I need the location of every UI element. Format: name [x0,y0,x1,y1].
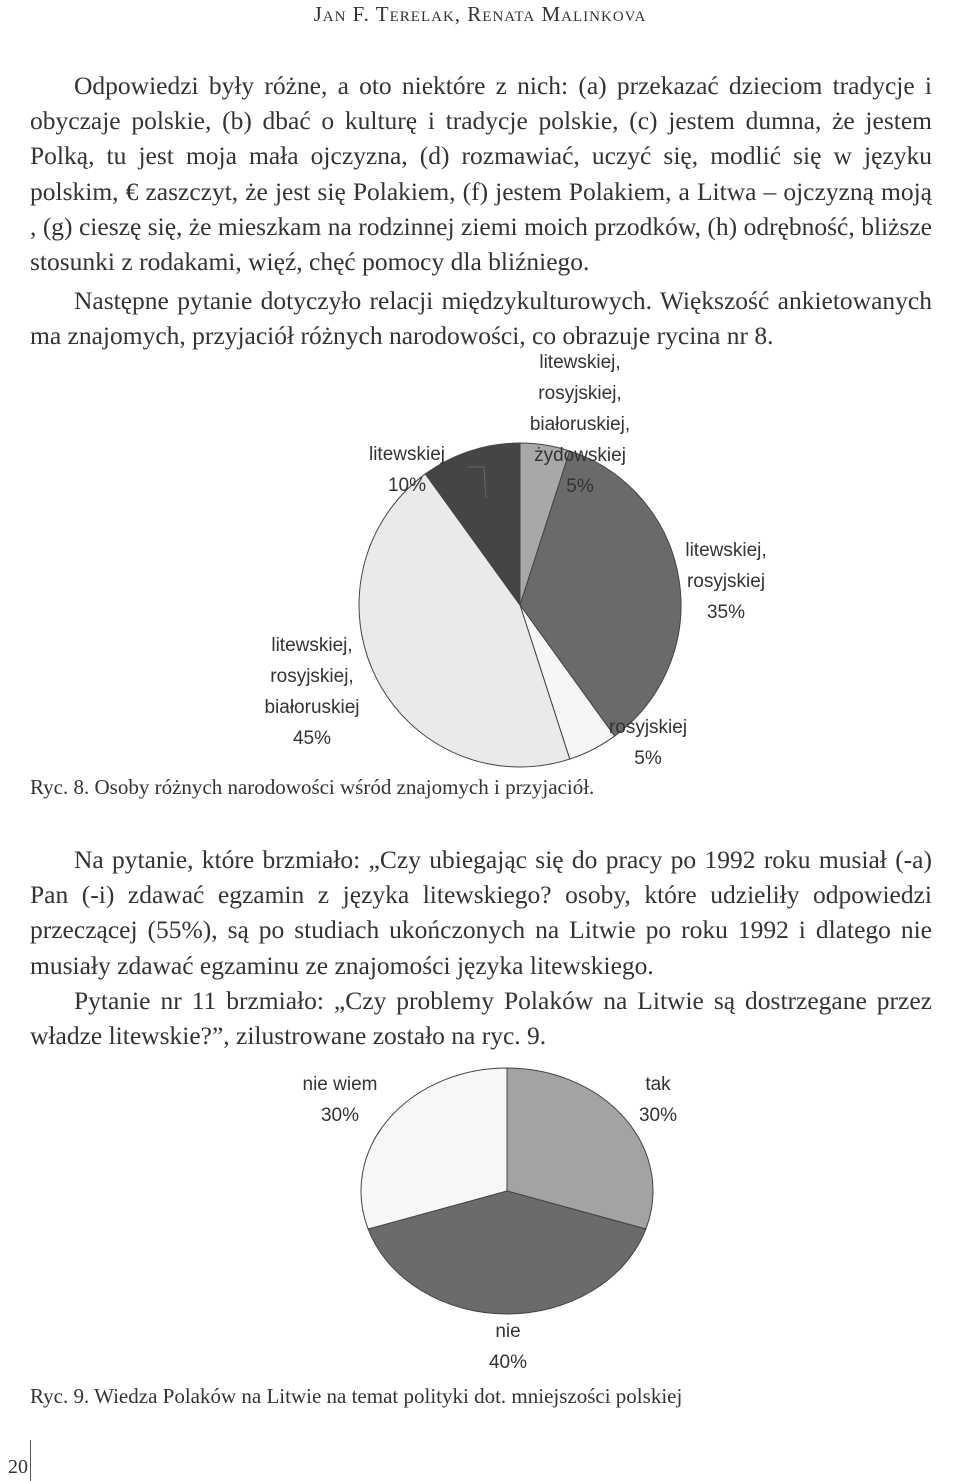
fig8-label-3: litewskiej, rosyjskiej, białoruskiej 45% [264,635,360,749]
fig9-label-0: tak 30% [638,1074,678,1126]
fig8-label-4: litewskiej 10% [368,444,446,496]
fig8-label-1: litewskiej, rosyjskiej 35% [685,540,767,623]
figure-9-caption: Ryc. 9. Wiedza Polaków na Litwie na temat polityki dot. mniejszości polskiej [30,1384,683,1408]
page-number: 20 [8,1456,28,1478]
paragraph-answers: Odpowiedzi były różne, a oto niektóre z nich: (a) przekazać dzieciom tradycje i obyczaje polskie, (b) dbać o kulturę i tradycje polskie, (c) jestem dumna, że jestem Polką, tu jest moja mała ojczyzna, (d) rozmawiać, uczyć się, modlić się w języku polskim, € zaszczyt, że jest się Polakiem, (f) jestem Polakiem, a Litwa – ojczyzną moją , (g) cieszę się, że mieszkam na rodzinnej ziemi moich przodków, (h) odrębność, bliższe stosunki z rodakami, więź, chęć pomocy dla bliźniego. [30,71,932,277]
paragraph-intercultural: Następne pytanie dotyczyło relacji międzykulturowych. Większość ankietowanych ma znajomych, przyjaciół różnych narodowości, co obrazuje rycina nr 8. [30,286,932,351]
figure-9-pie-chart [0,1058,960,1378]
running-head: Jan F. Terelak, Renata Malinkova [313,2,647,26]
paragraph-question-11: Pytanie nr 11 brzmiało: „Czy problemy Polaków na Litwie są dostrzegane przez władze litewskie?”, zilustrowane zostało na ryc. 9. [30,986,932,1051]
fig9-label-2: nie wiem 30% [302,1074,378,1126]
figure-8-pie-chart [0,340,960,780]
fig8-label-0: litewskiej, rosyjskiej, białoruskiej, żydowskiej 5% [529,352,631,497]
figure-8-caption: Ryc. 8. Osoby różnych narodowości wśród znajomych i przyjaciół. [30,775,595,799]
paragraph-exam-question: Na pytanie, które brzmiało: „Czy ubiegając się do pracy po 1992 roku musiał (-a) Pan (-i) zdawać egzamin z języka litewskiego? osoby, które udzieliły odpowiedzi przeczącej (55%), są po studiach ukończonych na Litwie po roku 1992 i dlatego nie musiały zdawać egzaminu ze znajomości języka litewskiego. [30,845,932,980]
fig8-label-2: rosyjskiej 5% [608,717,688,769]
page-number-rule [30,1440,31,1481]
fig9-label-1: nie 40% [488,1321,528,1373]
